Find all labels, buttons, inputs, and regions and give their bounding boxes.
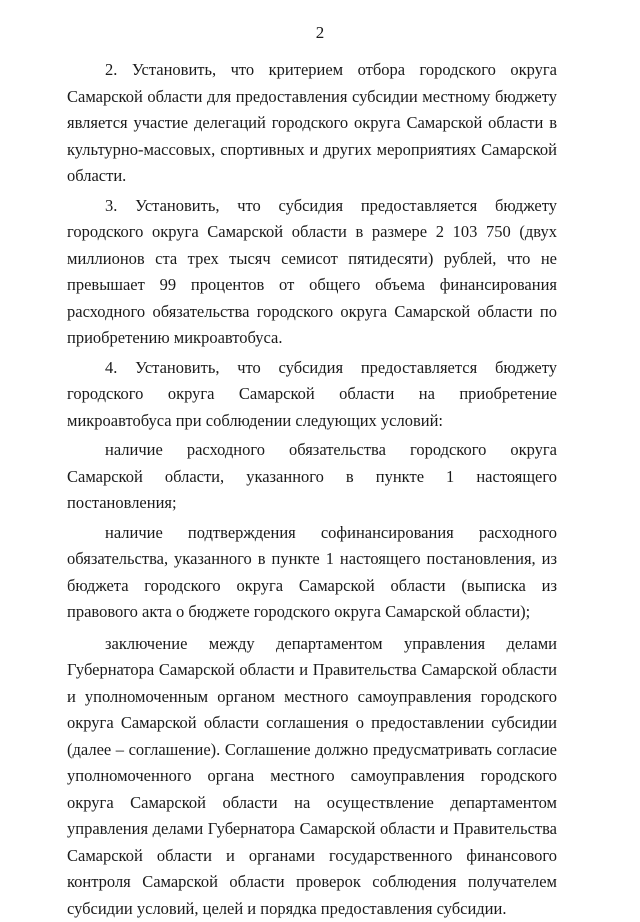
condition-agreement: заключение между департаментом управления делами Губернатора Самарской области и Правительства Самарской области и уполномоченным органом местного самоуправления городского округа Самарской области соглашения о предоставлении субсидии (далее – соглашение). Соглашение должно предусматривать согласие уполномоченного органа местного самоуправления городского округа Самарской области на осуществление департаментом управления делами Губернатора Самарской области и Правительства Самарской области и органами государственного финансового контроля Самарской области проверок соблюдения получателем субсидии условий, целей и порядка предоставления субсидии. <box>67 631 557 922</box>
document-body <box>67 57 557 922</box>
page-number: 2 <box>0 22 640 44</box>
condition-cofinancing: наличие подтверждения софинансирования расходного обязательства, указанного в пункте 1 настоящего постановления, из бюджета городского округа Самарской области (выписка из правового акта о бюджете городского округа Самарской области); <box>67 520 557 626</box>
paragraph-4-conditions: 4. Установить, что субсидия предоставляется бюджету городского округа Самарской области на приобретение микроавтобуса при соблюдении следующих условий: <box>67 355 557 435</box>
condition-expense-obligation: наличие расходного обязательства городского округа Самарской области, указанного в пункте 1 настоящего постановления; <box>67 437 557 517</box>
paragraph-2-selection-criterion: 2. Установить, что критерием отбора городского округа Самарской области для предоставления субсидии местному бюджету является участие делегаций городского округа Самарской области в культурно-массовых, спортивных и других мероприятиях Самарской области. <box>67 57 557 190</box>
paragraph-3-subsidy-amount: 3. Установить, что субсидия предоставляется бюджету городского округа Самарской области в размере 2 103 750 (двух миллионов ста трех тысяч семисот пятидесяти) рублей, что не превышает 99 процентов от общего объема финансирования расходного обязательства городского округа Самарской области по приобретению микроавтобуса. <box>67 193 557 352</box>
